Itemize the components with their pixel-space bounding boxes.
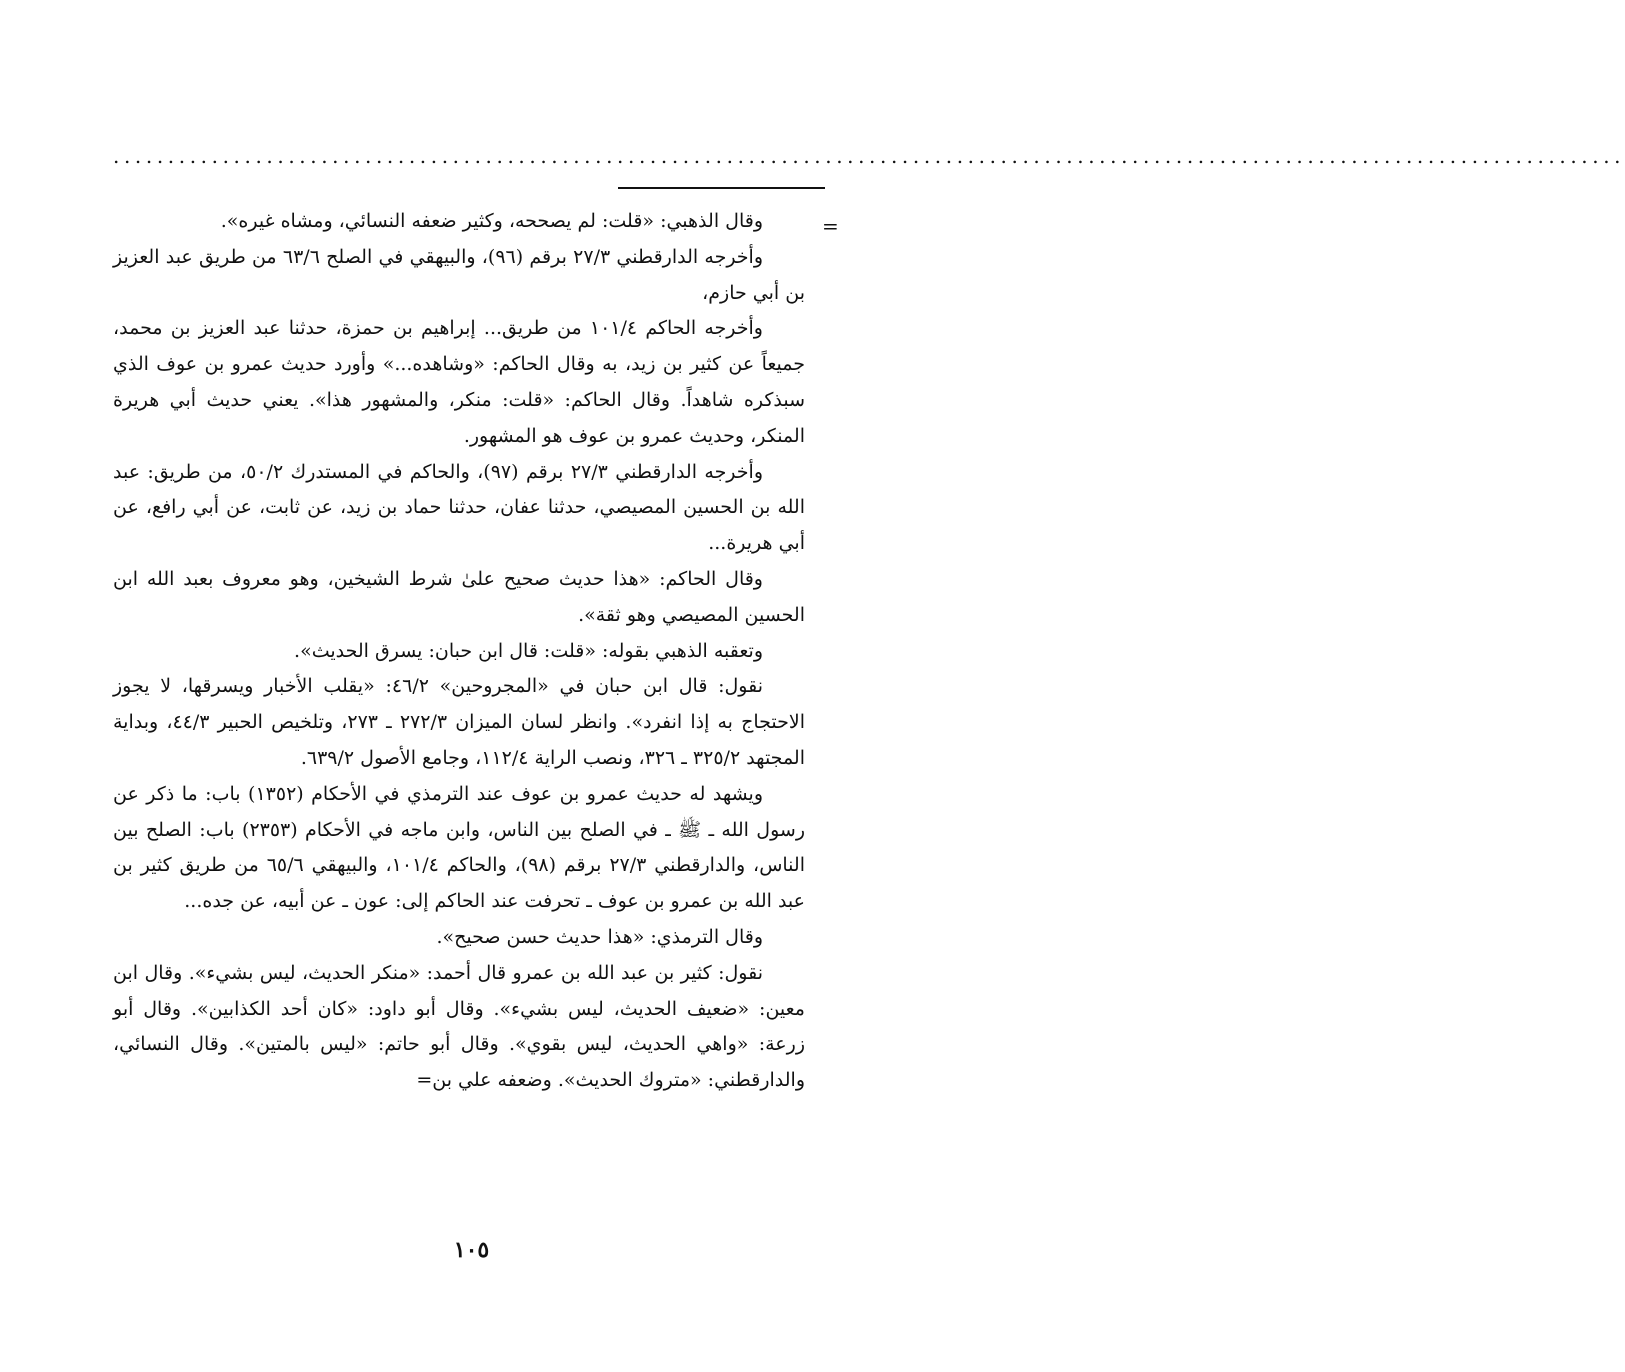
footnote-rule	[618, 187, 825, 189]
dotted-separator: ..........................................................................................................................................	[113, 144, 1625, 168]
footnote-paragraph: وأخرجه الدارقطني ٣/‏٢٧ برقم (٩٦)، والبيهقي في الصلح ٦/‏٦٣ من طريق عبد العزيز بن أبي حازم،	[113, 245, 805, 304]
footnote-paragraph: وأخرجه الحاكم ٤/‏١٠١ من طريق... إبراهيم بن حمزة، حدثنا عبد العزيز بن محمد، جميعاً عن كثير بن زيد، به وقال الحاكم: «وشاهده...» وأورد حديث عمرو بن عوف الذي سبذكره شاهداً. وقال الحاكم: «قلت: منكر، والمشهور هذا». يعني حديث أبي هريرة المنكر، وحديث عمرو بن عوف هو المشهور.	[113, 317, 805, 447]
footnote-paragraph: وتعقبه الذهبي بقوله: «قلت: قال ابن حبان: يسرق الحديث».	[294, 639, 763, 662]
footnote-paragraph: نقول: كثير بن عبد الله بن عمرو قال أحمد: «منكر الحديث، ليس بشيء». وقال ابن معين: «ضعيف الحديث، ليس بشيء». وقال أبو داود: «كان أحد الكذابين». وقال أبو زرعة: «واهي الحديث، ليس بقوي». وقال أبو حاتم: «ليس بالمتين». وقال النسائي، والدارقطني: «متروك الحديث». وضعفه علي بن=	[113, 961, 805, 1092]
footnote-paragraph: وقال الترمذي: «هذا حديث حسن صحيح».	[436, 925, 763, 948]
footnote-paragraph: وقال الحاكم: «هذا حديث صحيح علىٰ شرط الشيخين، وهو معروف بعبد الله ابن الحسين المصيصي وهو ثقة».	[113, 567, 805, 626]
continuation-mark: =	[822, 214, 839, 238]
footnote-paragraph: وأخرجه الدارقطني ٣/‏٢٧ برقم (٩٧)، والحاكم في المستدرك ٢/‏٥٠، من طريق: عبد الله بن الحسين المصيصي، حدثنا عفان، حدثنا حماد بن زيد، عن ثابت، عن أبي رافع، عن أبي هريرة...	[113, 460, 805, 555]
footnote-paragraph: وقال الذهبي: «قلت: لم يصححه، وكثير ضعفه النسائي، ومشاه غيره».	[220, 210, 763, 232]
footnote-paragraph: نقول: قال ابن حبان في «المجروحين» ٢/‏٤٦: «يقلب الأخبار ويسرقها، لا يجوز الاحتجاج به إذا انفرد». وانظر لسان الميزان ٣/‏٢٧٢ ـ ٢٧٣، وتلخيص الحبير ٣/‏٤٤، وبداية المجتهد ٢/‏٣٢٥ ـ ٣٢٦، ونصب الراية ٤/‏١١٢، وجامع الأصول ٢/‏٦٣٩.	[113, 675, 805, 769]
footnote-paragraph: ويشهد له حديث عمرو بن عوف عند الترمذي في الأحكام (١٣٥٢) باب: ما ذكر عن رسول الله ـ ﷺ ـ في الصلح بين الناس، وابن ماجه في الأحكام (٢٣٥٣) باب: الصلح بين الناس، والدارقطني ٣/‏٢٧ برقم (٩٨)، والحاكم ٤/‏١٠١، والبيهقي ٦/‏٦٥ من طريق كثير بن عبد الله بن عمرو بن عوف ـ تحرفت عند الحاكم إلى: عون ـ عن أبيه، عن جده...	[113, 782, 805, 913]
footnotes-block	[113, 204, 805, 1099]
page-number: ١٠٥	[453, 1237, 490, 1263]
